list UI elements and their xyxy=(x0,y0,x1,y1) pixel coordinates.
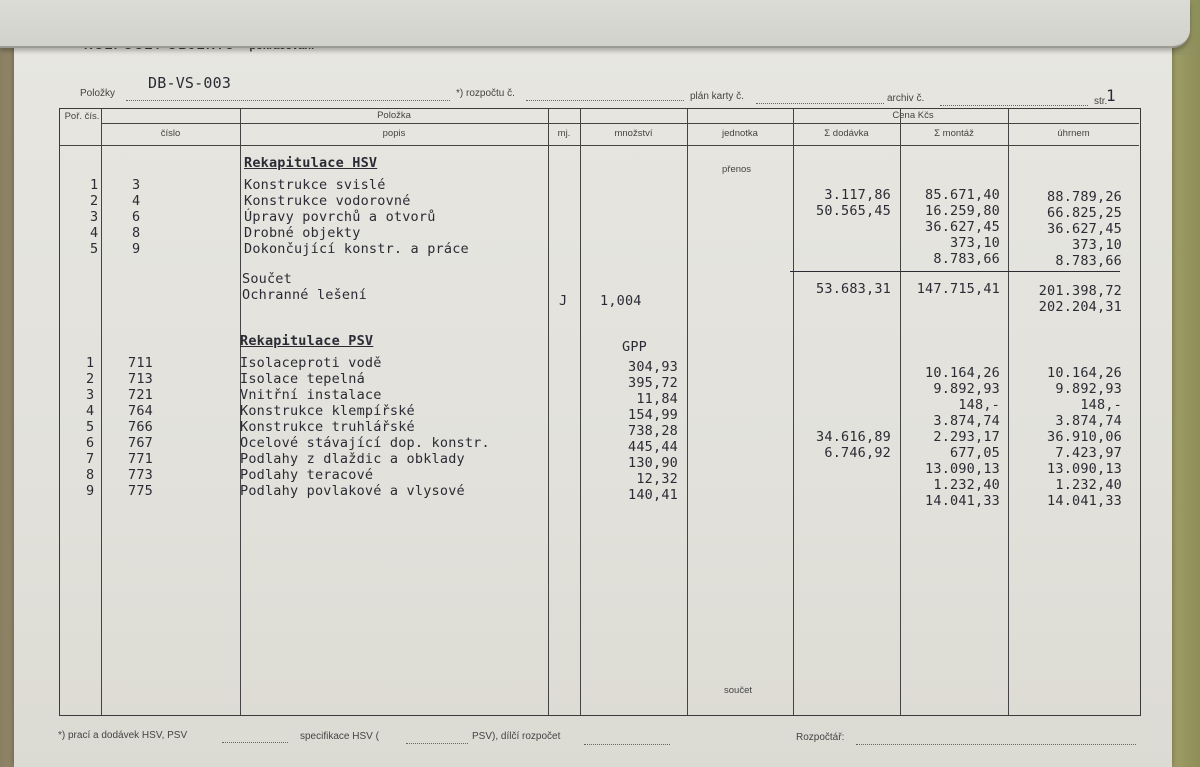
psv-row-cislo: 775 xyxy=(128,483,153,499)
footer-line xyxy=(856,744,1136,745)
col-divider xyxy=(101,109,102,715)
rozpoctu-line xyxy=(526,100,684,101)
psv-row-cislo: 767 xyxy=(128,435,153,451)
leseni-mj: J xyxy=(559,293,568,309)
hsv-soucet-label: Součet xyxy=(242,271,292,287)
psv-row-cislo: 773 xyxy=(128,467,153,483)
psv-row-uhrnem: 1.232,40 xyxy=(1055,477,1122,493)
footer-line xyxy=(584,744,670,745)
header-divider xyxy=(687,123,1139,124)
psv-row-popis: Vnitřní instalace xyxy=(240,387,382,403)
psv-row-por: 4 xyxy=(86,403,95,419)
footer-note-spec: specifikace HSV ( xyxy=(300,731,379,742)
hsv-row-dodavka: 50.565,45 xyxy=(816,203,891,219)
psv-row-mnozstvi: 395,72 xyxy=(628,375,678,391)
psv-row-mnozstvi: 130,90 xyxy=(628,455,678,471)
psv-row-montaz: 13.090,13 xyxy=(925,461,1000,477)
polozky-label: Položky xyxy=(80,88,116,99)
polozky-value: DB-VS-003 xyxy=(148,74,232,92)
col-divider xyxy=(1008,109,1009,715)
psv-row-montaz: 14.041,33 xyxy=(925,493,1000,509)
psv-row-por: 7 xyxy=(86,451,95,467)
hsv-row-por: 4 xyxy=(90,225,99,241)
hsv-soucet-montaz: 147.715,41 xyxy=(916,281,1000,297)
hsv-row-montaz: 373,10 xyxy=(950,235,1000,251)
hsv-row-por: 2 xyxy=(90,193,99,209)
header-cena: Cena Kčs xyxy=(892,110,934,121)
psv-row-popis: Isolaceproti vodě xyxy=(240,355,382,371)
budget-table xyxy=(59,108,1141,716)
psv-row-popis: Podlahy teracové xyxy=(240,467,374,483)
psv-row-por: 2 xyxy=(86,371,95,387)
psv-row-montaz: 148,- xyxy=(958,397,1000,413)
leseni-uhrnem: 202.204,31 xyxy=(1038,299,1122,315)
hsv-row-montaz: 16.259,80 xyxy=(925,203,1000,219)
psv-row-mnozstvi: 445,44 xyxy=(628,439,678,455)
hsv-row-por: 5 xyxy=(90,241,99,257)
header-polozka: Položka xyxy=(377,110,411,121)
col-divider xyxy=(793,109,794,715)
psv-row-cislo: 711 xyxy=(128,355,153,371)
hsv-row-por: 1 xyxy=(90,177,99,193)
hsv-row-popis: Konstrukce svislé xyxy=(244,177,386,193)
rozpoctu-label: *) rozpočtu č. xyxy=(456,88,515,99)
psv-heading: Rekapitulace PSV xyxy=(240,333,374,349)
header-divider xyxy=(101,123,687,124)
psv-row-por: 1 xyxy=(86,355,95,371)
psv-row-uhrnem: 13.090,13 xyxy=(1047,461,1122,477)
psv-row-uhrnem: 14.041,33 xyxy=(1047,493,1122,509)
hsv-row-uhrnem: 88.789,26 xyxy=(1047,189,1122,205)
hsv-row-montaz: 85.671,40 xyxy=(925,187,1000,203)
header-por-cis: Poř. čís. xyxy=(64,111,100,122)
archiv-line xyxy=(940,105,1088,106)
hsv-row-por: 3 xyxy=(90,209,99,225)
archiv-label: archiv č. xyxy=(887,93,925,104)
hsv-row-montaz: 36.627,45 xyxy=(925,219,1000,235)
psv-row-por: 8 xyxy=(86,467,95,483)
hsv-row-cislo: 3 xyxy=(132,177,141,193)
header-mj: mj. xyxy=(557,128,571,139)
psv-row-popis: Konstrukce truhlářské xyxy=(240,419,415,435)
col-divider xyxy=(900,109,901,715)
psv-row-por: 6 xyxy=(86,435,95,451)
hsv-row-cislo: 8 xyxy=(132,225,141,241)
psv-row-popis: Isolace tepelná xyxy=(240,371,365,387)
psv-row-popis: Konstrukce klempířské xyxy=(240,403,415,419)
header-montaz: Σ montáž xyxy=(934,128,974,139)
header-dodavka: Σ dodávka xyxy=(824,128,869,139)
overlapping-page xyxy=(0,0,1190,48)
psv-row-uhrnem: 10.164,26 xyxy=(1047,365,1122,381)
hsv-row-uhrnem: 66.825,25 xyxy=(1047,205,1122,221)
psv-row-montaz: 3.874,74 xyxy=(933,413,1000,429)
hsv-row-cislo: 9 xyxy=(132,241,141,257)
psv-row-uhrnem: 3.874,74 xyxy=(1055,413,1122,429)
footer-line xyxy=(406,743,468,744)
hsv-row-cislo: 6 xyxy=(132,209,141,225)
psv-row-dodavka: 34.616,89 xyxy=(816,429,891,445)
hsv-row-popis: Konstrukce vodorovné xyxy=(244,193,411,209)
psv-row-uhrnem: 36.910,06 xyxy=(1047,429,1122,445)
header-uhrnem: úhrnem xyxy=(1057,128,1090,139)
psv-row-montaz: 1.232,40 xyxy=(933,477,1000,493)
psv-row-por: 9 xyxy=(86,483,95,499)
psv-row-por: 5 xyxy=(86,419,95,435)
psv-row-cislo: 764 xyxy=(128,403,153,419)
header-bottom-rule xyxy=(60,145,1139,146)
psv-row-uhrnem: 9.892,93 xyxy=(1055,381,1122,397)
psv-unit-header: GPP xyxy=(622,339,647,355)
hsv-row-popis: Úpravy povrchů a otvorů xyxy=(244,209,436,225)
psv-row-uhrnem: 7.423,97 xyxy=(1055,445,1122,461)
header-popis: popis xyxy=(382,128,406,139)
footer-note-psv: PSV), dílčí rozpočet xyxy=(472,731,561,742)
plan-label: plán karty č. xyxy=(690,91,744,102)
psv-row-cislo: 771 xyxy=(128,451,153,467)
hsv-row-montaz: 8.783,66 xyxy=(933,251,1000,267)
footer-note-start: *) prací a dodávek HSV, PSV xyxy=(58,730,188,741)
prenos-label: přenos xyxy=(722,164,752,175)
psv-row-montaz: 677,05 xyxy=(950,445,1000,461)
soucet-label: součet xyxy=(724,685,752,696)
psv-row-dodavka: 6.746,92 xyxy=(824,445,891,461)
psv-row-mnozstvi: 140,41 xyxy=(628,487,678,503)
psv-row-cislo: 713 xyxy=(128,371,153,387)
psv-row-mnozstvi: 154,99 xyxy=(628,407,678,423)
psv-row-cislo: 766 xyxy=(128,419,153,435)
col-divider xyxy=(548,109,549,715)
psv-row-mnozstvi: 738,28 xyxy=(628,423,678,439)
header-mnozstvi: množství xyxy=(614,128,653,139)
psv-row-mnozstvi: 304,93 xyxy=(628,359,678,375)
hsv-row-dodavka: 3.117,86 xyxy=(824,187,891,203)
psv-row-montaz: 10.164,26 xyxy=(925,365,1000,381)
leseni-label: Ochranné lešení xyxy=(242,287,367,303)
header-jednotka: jednotka xyxy=(722,128,758,139)
hsv-row-uhrnem: 373,10 xyxy=(1072,237,1122,253)
psv-row-popis: Podlahy povlakové a vlysové xyxy=(240,483,465,499)
hsv-row-popis: Drobné objekty xyxy=(244,225,361,241)
plan-line xyxy=(756,103,884,104)
hsv-row-uhrnem: 8.783,66 xyxy=(1055,253,1122,269)
footer-line xyxy=(222,742,288,743)
str-value: 1 xyxy=(1106,86,1116,105)
hsv-heading: Rekapitulace HSV xyxy=(244,155,378,171)
hsv-soucet-uhrnem: 201.398,72 xyxy=(1038,283,1122,299)
hsv-soucet-dodavka: 53.683,31 xyxy=(816,281,891,297)
psv-row-montaz: 2.293,17 xyxy=(933,429,1000,445)
psv-row-mnozstvi: 11,84 xyxy=(636,391,678,407)
subtotal-rule xyxy=(790,271,1120,272)
leseni-mnozstvi: 1,004 xyxy=(600,293,642,309)
hsv-row-popis: Dokončující konstr. a práce xyxy=(244,241,469,257)
polozky-line xyxy=(126,100,450,101)
psv-row-mnozstvi: 12,32 xyxy=(636,471,678,487)
psv-row-montaz: 9.892,93 xyxy=(933,381,1000,397)
psv-row-popis: Podlahy z dlaždic a obklady xyxy=(240,451,465,467)
str-label: str. xyxy=(1094,96,1108,107)
col-divider xyxy=(580,109,581,715)
form-sheet xyxy=(14,28,1172,767)
hsv-row-uhrnem: 36.627,45 xyxy=(1047,221,1122,237)
hsv-row-cislo: 4 xyxy=(132,193,141,209)
psv-row-cislo: 721 xyxy=(128,387,153,403)
footer-rozpoctar: Rozpočtář: xyxy=(796,732,845,743)
col-divider xyxy=(687,109,688,715)
header-cislo: číslo xyxy=(160,128,181,139)
psv-row-popis: Ocelové stávající dop. konstr. xyxy=(240,435,490,451)
psv-row-por: 3 xyxy=(86,387,95,403)
psv-row-uhrnem: 148,- xyxy=(1080,397,1122,413)
